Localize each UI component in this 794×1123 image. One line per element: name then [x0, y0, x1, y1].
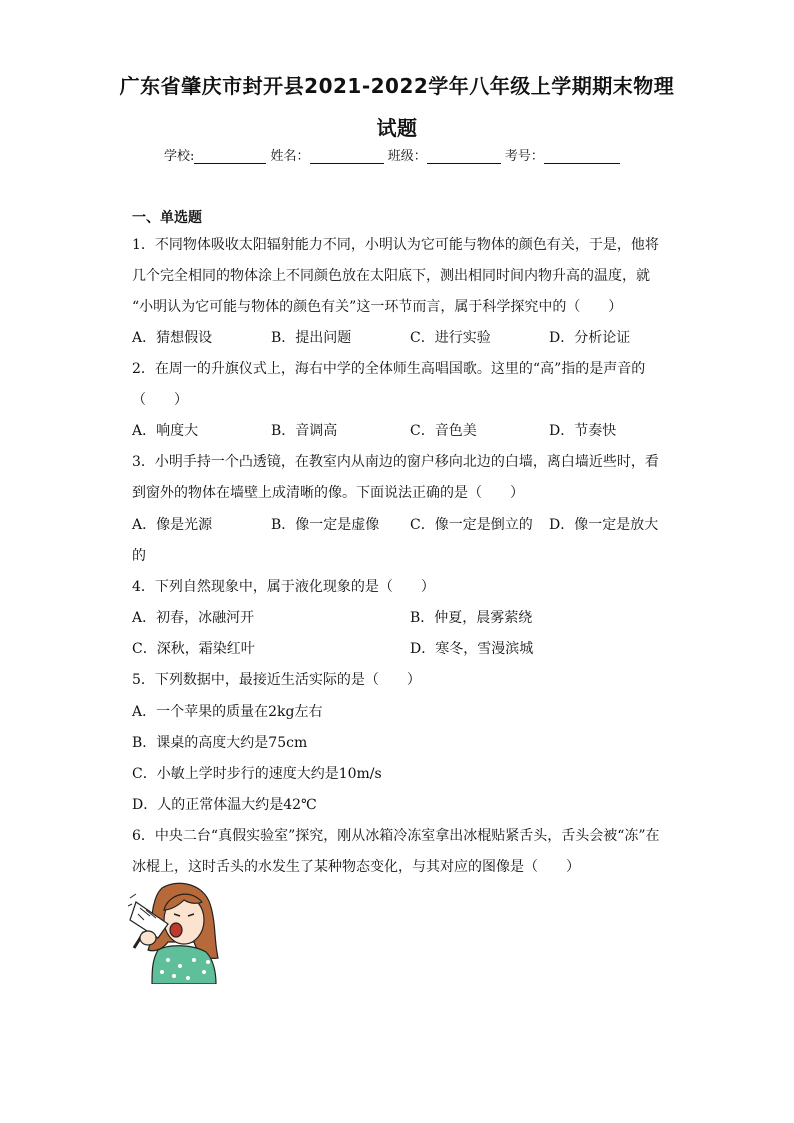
- student-info-row: [164, 145, 620, 164]
- question-1-option-b[interactable]: B．提出问题: [271, 330, 352, 346]
- number-label: 考号：: [504, 149, 544, 164]
- name-field[interactable]: [310, 149, 384, 164]
- question-3-option-a[interactable]: A．像是光源: [132, 517, 213, 533]
- question-4-option-c[interactable]: C．深秋，霜染红叶: [132, 641, 255, 657]
- question-5-option-a[interactable]: A．一个苹果的质量在2kg左右: [132, 704, 323, 720]
- class-field[interactable]: [427, 149, 501, 164]
- question-4-option-b[interactable]: B．仲夏，晨雾萦绕: [410, 610, 533, 626]
- question-2-line-2: （ ）: [132, 392, 188, 408]
- girl-popsicle-illustration: [128, 880, 224, 984]
- page-title-line-2: 试题: [376, 116, 418, 140]
- question-1-option-c[interactable]: C．进行实验: [410, 330, 491, 346]
- question-1-option-d[interactable]: D．分析论证: [549, 330, 631, 346]
- question-1-option-a[interactable]: A．猜想假设: [132, 330, 213, 346]
- question-5-line-1: 5．下列数据中，最接近生活实际的是（ ）: [132, 672, 421, 688]
- school-field[interactable]: [194, 149, 266, 164]
- question-5-option-c[interactable]: C．小敏上学时步行的速度大约是10m/s: [132, 766, 382, 782]
- question-6-line-2: 冰棍上，这时舌头的水发生了某种物态变化，与其对应的图像是（ ）: [132, 859, 580, 875]
- question-4-option-d[interactable]: D．寒冬，雪漫滨城: [410, 641, 534, 657]
- question-3-line-2: 到窗外的物体在墙壁上成清晰的像。下面说法正确的是（ ）: [132, 485, 524, 501]
- question-2-option-c[interactable]: C．音色美: [410, 423, 477, 439]
- open-mouth: [170, 923, 182, 937]
- page-title-line-1: 广东省肇庆市封开县2021-2022学年八年级上学期期末物理: [119, 74, 675, 98]
- question-5-option-d[interactable]: D．人的正常体温大约是42℃: [132, 797, 317, 813]
- question-3-option-c[interactable]: C．像一定是倒立的: [410, 517, 533, 533]
- name-label: 姓名：: [270, 149, 310, 164]
- question-2-line-1: 2．在周一的升旗仪式上，海右中学的全体师生高唱国歌。这里的“高”指的是声音的: [132, 361, 646, 377]
- hand-shape: [140, 931, 156, 945]
- question-3-option-d[interactable]: D．像一定是放大: [549, 517, 659, 533]
- number-field[interactable]: [544, 149, 620, 164]
- question-1-line-3: “小明认为它可能与物体的颜色有关”这一环节而言，属于科学探究中的（ ）: [132, 299, 623, 315]
- section-title: 一、单选题: [132, 210, 202, 226]
- question-4-line-1: 4．下列自然现象中，属于液化现象的是（ ）: [132, 579, 435, 595]
- question-2-option-a[interactable]: A．响度大: [132, 423, 199, 439]
- question-3-option-d-overflow: 的: [132, 548, 146, 564]
- question-6-line-1: 6．中央二台“真假实验室”探究，刚从冰箱冷冻室拿出冰棍贴紧舌头，舌头会被“冻”在: [132, 828, 660, 844]
- question-5-option-b[interactable]: B．课桌的高度大约是75cm: [132, 735, 308, 751]
- question-3-line-1: 3．小明手持一个凸透镜，在教室内从南边的窗户移向北边的白墙，离白墙近些时，看: [132, 454, 659, 470]
- class-label: 班级：: [387, 149, 427, 164]
- question-2-option-b[interactable]: B．音调高: [271, 423, 338, 439]
- question-1-line-1: 1．不同物体吸收太阳辐射能力不同，小明认为它可能与物体的颜色有关，于是，他将: [132, 237, 659, 253]
- question-4-option-a[interactable]: A．初春，冰融河开: [132, 610, 255, 626]
- question-1-line-2: 几个完全相同的物体涂上不同颜色放在太阳底下，测出相同时间内物升高的温度，就: [132, 268, 650, 284]
- question-2-option-d[interactable]: D．节奏快: [549, 423, 617, 439]
- school-label: 学校:: [164, 149, 195, 164]
- question-3-option-b[interactable]: B．像一定是虚像: [271, 517, 380, 533]
